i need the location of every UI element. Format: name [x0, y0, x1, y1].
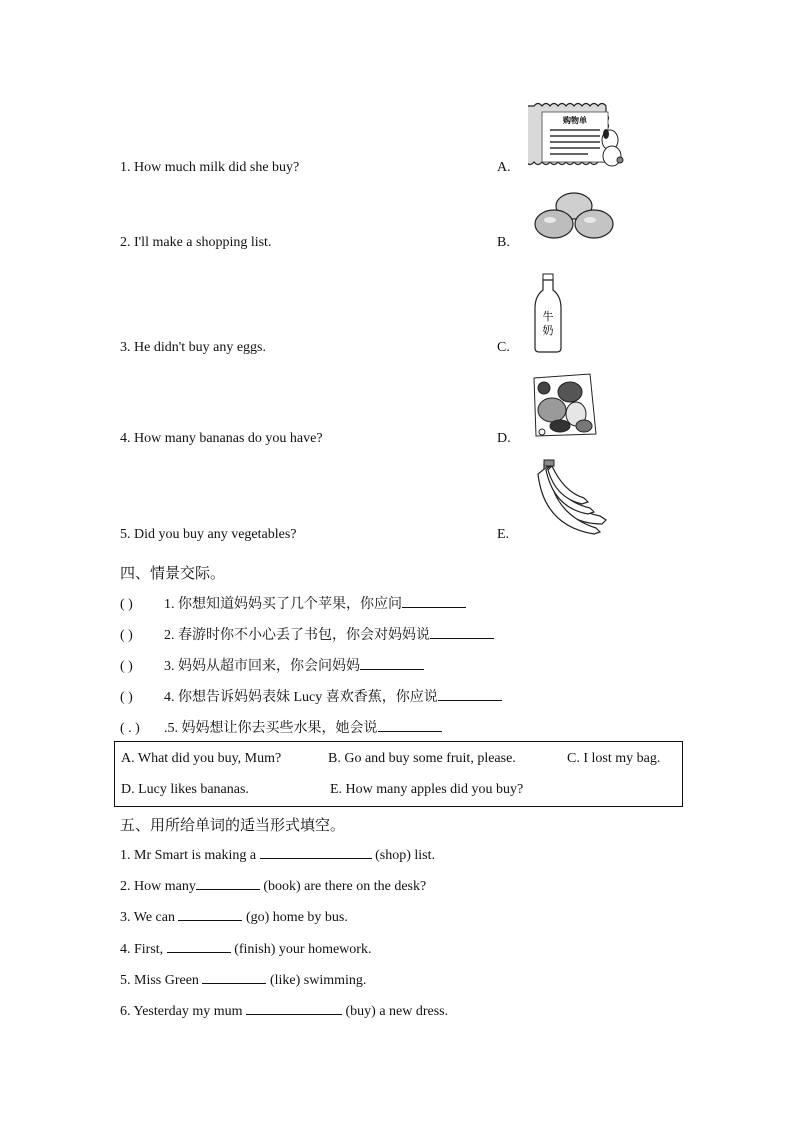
option-d: D. Lucy likes bananas. — [121, 782, 249, 797]
answer-paren[interactable]: ( . ) — [120, 721, 140, 736]
fill-blank[interactable] — [246, 1002, 342, 1015]
answer-blank[interactable] — [438, 688, 502, 701]
fill-item-2 — [120, 877, 426, 895]
fill-text-after: (like) swimming. — [266, 973, 367, 988]
shopping-list-label: 购物单 — [563, 116, 587, 125]
fill-blank[interactable] — [202, 971, 266, 984]
fill-text-after: (buy) a new dress. — [342, 1004, 449, 1019]
answer-blank[interactable] — [360, 657, 424, 670]
milk-label-top: 牛 — [542, 310, 554, 323]
fill-text-before: 3. We can — [120, 910, 179, 925]
answer-paren[interactable]: ( ) — [120, 659, 133, 674]
situation-item-2 — [120, 624, 494, 644]
fill-text-after: (go) home by bus. — [242, 910, 348, 925]
answer-blank[interactable] — [430, 626, 494, 639]
answer-paren[interactable]: ( ) — [120, 628, 133, 643]
fill-text-after: (book) are there on the desk? — [259, 879, 427, 894]
fill-blank[interactable] — [196, 877, 260, 890]
situation-item-1 — [120, 593, 466, 613]
fill-blank[interactable] — [260, 846, 372, 859]
answer-paren[interactable]: ( ) — [120, 690, 133, 705]
option-label-b: B. — [497, 235, 510, 250]
answer-blank[interactable] — [402, 595, 466, 608]
fill-item-4 — [120, 940, 371, 958]
situation-item-5 — [120, 717, 442, 737]
situation-item-4 — [120, 686, 502, 706]
eggs-picture — [532, 190, 616, 246]
option-c: C. I lost my bag. — [567, 751, 661, 766]
bananas-picture — [530, 458, 610, 538]
shopping-list-picture — [528, 100, 628, 174]
situation-text: 4. 你想告诉妈妈表妹 Lucy 喜欢香蕉，你应说 — [164, 690, 438, 705]
situation-text: 2. 春游时你不小心丢了书包，你会对妈妈说 — [164, 628, 430, 643]
fill-blank[interactable] — [178, 908, 242, 921]
matching-question-5: 5. Did you buy any vegetables? — [120, 527, 297, 542]
option-label-e: E. — [497, 527, 510, 542]
option-a: A. What did you buy, Mum? — [121, 751, 282, 766]
section5-title: 五、用所给单词的适当形式填空。 — [120, 818, 346, 834]
situation-item-3 — [120, 655, 424, 675]
options-box — [114, 741, 683, 807]
fill-item-1 — [120, 846, 435, 864]
situation-text: .5. 妈妈想让你去买些水果，她会说 — [164, 721, 378, 736]
option-label-a: A. — [497, 160, 511, 175]
option-label-c: C. — [497, 340, 510, 355]
option-e: E. How many apples did you buy? — [330, 782, 524, 797]
answer-blank[interactable] — [378, 719, 442, 732]
fill-blank[interactable] — [167, 940, 231, 953]
answer-paren[interactable]: ( ) — [120, 597, 133, 612]
fill-text-before: 5. Miss Green — [120, 973, 203, 988]
milk-bottle-picture — [532, 272, 564, 354]
fill-item-5 — [120, 971, 366, 989]
situation-text: 1. 你想知道妈妈买了几个苹果，你应问 — [164, 597, 402, 612]
fill-text-after: (shop) list. — [371, 848, 435, 863]
fill-text-before: 6. Yesterday my mum — [120, 1004, 246, 1019]
matching-question-2: 2. I'll make a shopping list. — [120, 235, 272, 250]
fill-item-6 — [120, 1002, 448, 1020]
fill-text-before: 4. First, — [120, 942, 167, 957]
option-b: B. Go and buy some fruit, please. — [328, 751, 516, 766]
fill-text-before: 2. How many — [120, 879, 196, 894]
matching-question-4: 4. How many bananas do you have? — [120, 431, 323, 446]
option-label-d: D. — [497, 431, 511, 446]
vegetables-picture — [530, 370, 598, 440]
fill-text-after: (finish) your homework. — [230, 942, 372, 957]
situation-text: 3. 妈妈从超市回来，你会问妈妈 — [164, 659, 360, 674]
fill-text-before: 1. Mr Smart is making a — [120, 848, 260, 863]
section4-title: 四、情景交际。 — [120, 566, 226, 582]
fill-item-3 — [120, 908, 348, 926]
milk-label-bottom: 奶 — [542, 324, 554, 337]
matching-question-1: 1. How much milk did she buy? — [120, 160, 300, 175]
matching-question-3: 3. He didn't buy any eggs. — [120, 340, 267, 355]
